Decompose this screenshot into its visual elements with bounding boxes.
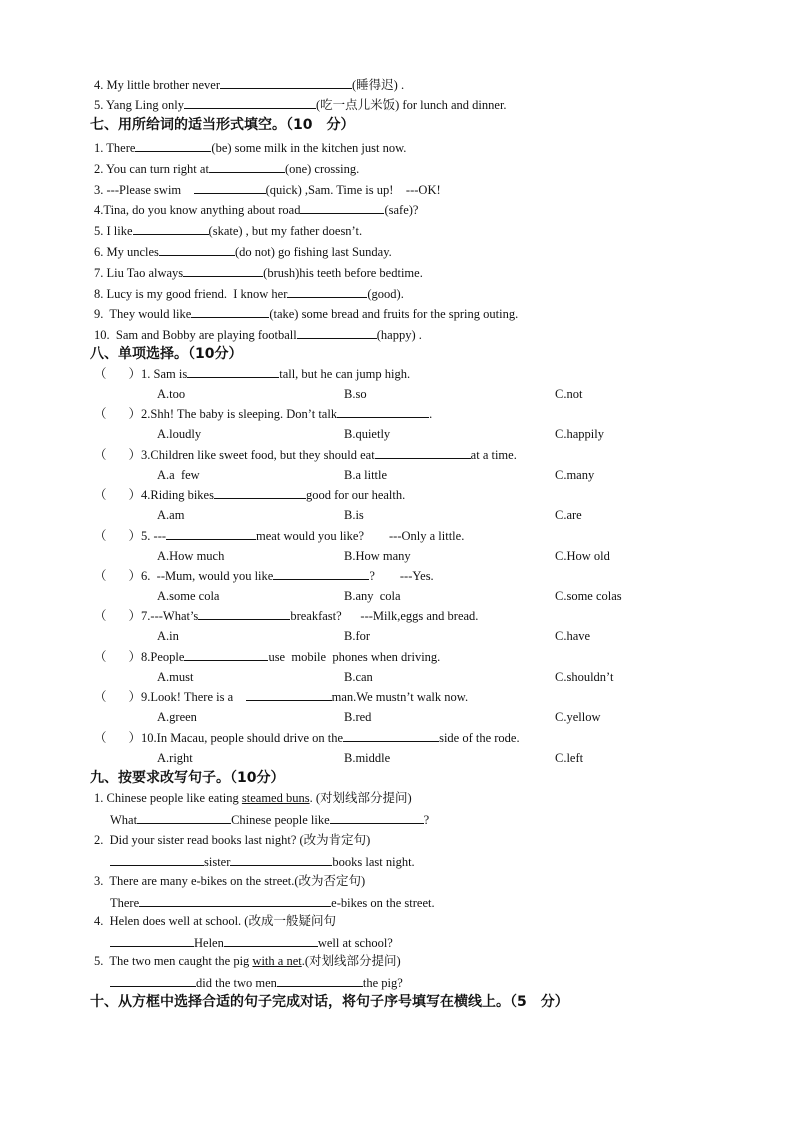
blank <box>184 96 316 109</box>
blank <box>183 264 263 277</box>
part8-question: （ ）9.Look! There is a man.We mustn’t walk now. <box>94 690 469 705</box>
part8-question: （ ）6. --Mum, would you like ? ---Yes. <box>94 569 434 583</box>
blank <box>198 607 290 620</box>
part7-item: 3. ---Please swim (quick) ,Sam. Time is up! ---OK! <box>94 182 441 197</box>
option-a: A.right <box>157 750 193 765</box>
blank <box>184 648 268 661</box>
blank <box>375 446 471 459</box>
option-b: B.a little <box>344 467 388 482</box>
part7-item: 1. There (be) some milk in the kitchen just now. <box>94 141 407 155</box>
option-c: C.left <box>555 750 584 765</box>
part7-item: 6. My uncles (do not) go fishing last Sunday. <box>94 245 392 259</box>
blank <box>246 688 332 701</box>
part9-q3: 3. There are many e-bikes on the street.(改为否定句) <box>94 874 366 888</box>
part8-question: （ ）2.Shh! The baby is sleeping. Don’t talk . <box>94 407 433 422</box>
blank <box>133 222 209 235</box>
part8-heading: 八、单项选择。（10分） <box>90 346 243 362</box>
part9-heading: 九、按要求改写句子。（10分） <box>90 770 285 786</box>
blank <box>159 243 235 256</box>
option-b: B.so <box>344 387 367 401</box>
part7-item: 2. You can turn right at (one) crossing. <box>94 161 360 176</box>
part7-item: 7. Liu Tao always (brush)his teeth before bedtime. <box>94 265 423 280</box>
blank <box>300 201 384 214</box>
option-b: B.can <box>344 669 373 684</box>
option-b: B.red <box>344 710 372 725</box>
blank <box>337 405 429 418</box>
option-c: C.happily <box>555 427 604 442</box>
blank <box>214 486 306 499</box>
option-c: C.some colas <box>555 589 622 603</box>
blank <box>297 326 377 339</box>
option-b: B.How many <box>344 548 411 563</box>
part7-heading: 七、用所给词的适当形式填空。（10 分） <box>90 117 355 133</box>
part9-q4-answer: Helen well at school? <box>110 934 393 951</box>
part9-q2-answer: sister books last night. <box>110 853 415 870</box>
part8-question: （ ）7.---What’s breakfast? ---Milk,eggs and bread. <box>94 609 479 624</box>
option-a: A.in <box>157 629 179 644</box>
blank <box>287 285 367 298</box>
part7-item: 10. Sam and Bobby are playing football (happy) . <box>94 328 422 343</box>
blank <box>273 567 369 580</box>
option-a: A.How much <box>157 548 225 563</box>
option-a: A.must <box>157 669 194 684</box>
blank <box>194 181 266 194</box>
part6-q5: 5. Yang Ling only (吃一点儿米饭) for lunch and dinner. <box>94 98 507 112</box>
option-c: C.are <box>555 508 582 523</box>
part9-q5-answer: did the two men the pig? <box>110 974 403 991</box>
part8-question: （ ）10.In Macau, people should drive on the side of the rode. <box>94 730 520 745</box>
part8-question: （ ）8.People use mobile phones when driving. <box>94 649 441 664</box>
option-a: A.am <box>157 508 185 523</box>
option-c: C.many <box>555 467 595 482</box>
part9-q4: 4. Helen does well at school. (改成一般疑问句 <box>94 914 336 928</box>
part9-q1-answer: What Chinese people like ? <box>110 813 430 827</box>
option-a: A.a few <box>157 467 200 482</box>
option-b: B.middle <box>344 750 391 765</box>
part8-question: （ ）5. --- meat would you like? ---Only a little. <box>94 528 465 543</box>
option-c: C.yellow <box>555 710 601 725</box>
blank <box>135 139 211 152</box>
option-c: C.shouldn’t <box>555 669 614 684</box>
option-b: B.any cola <box>344 589 401 603</box>
part10-heading: 十、从方框中选择合适的句子完成对话，将句子序号填写在横线上。（5 分） <box>90 994 569 1010</box>
part7-item: 9. They would like (take) some bread and fruits for the spring outing. <box>94 307 519 322</box>
option-c: C.How old <box>555 548 610 563</box>
blank <box>220 76 352 89</box>
option-a: A.loudly <box>157 427 202 442</box>
part8-question: （ ）3.Children like sweet food, but they should eat at a time. <box>94 447 517 462</box>
part6-q4: 4. My little brother never (睡得迟) . <box>94 78 405 92</box>
part7-item: 5. I like (skate) , but my father doesn’t. <box>94 224 363 239</box>
part9-q5: 5. The two men caught the pig with a net.(对划线部分提问) <box>94 954 401 968</box>
part8-question: （ ）4.Riding bikes good for our health. <box>94 488 406 503</box>
option-a: A.too <box>157 387 186 401</box>
option-c: C.have <box>555 629 591 644</box>
part9-q2: 2. Did your sister read books last night? (改为肯定句) <box>94 833 371 847</box>
blank <box>166 527 256 540</box>
option-b: B.is <box>344 508 364 523</box>
option-a: A.green <box>157 710 197 725</box>
part8-question: （ ）1. Sam is tall, but he can jump high. <box>94 367 411 381</box>
part9-q1: 1. Chinese people like eating steamed buns. (对划线部分提问) <box>94 791 412 805</box>
part7-item: 8. Lucy is my good friend. I know her (good). <box>94 286 404 301</box>
blank <box>343 729 439 742</box>
option-a: A.some cola <box>157 589 220 603</box>
part7-item: 4.Tina, do you know anything about road (safe)? <box>94 203 419 218</box>
blank <box>209 160 285 173</box>
option-b: B.quietly <box>344 427 391 442</box>
blank <box>191 305 269 318</box>
part9-q3-answer: There e-bikes on the street. <box>110 896 435 910</box>
blank <box>187 365 279 378</box>
option-b: B.for <box>344 629 371 644</box>
option-c: C.not <box>555 387 583 401</box>
